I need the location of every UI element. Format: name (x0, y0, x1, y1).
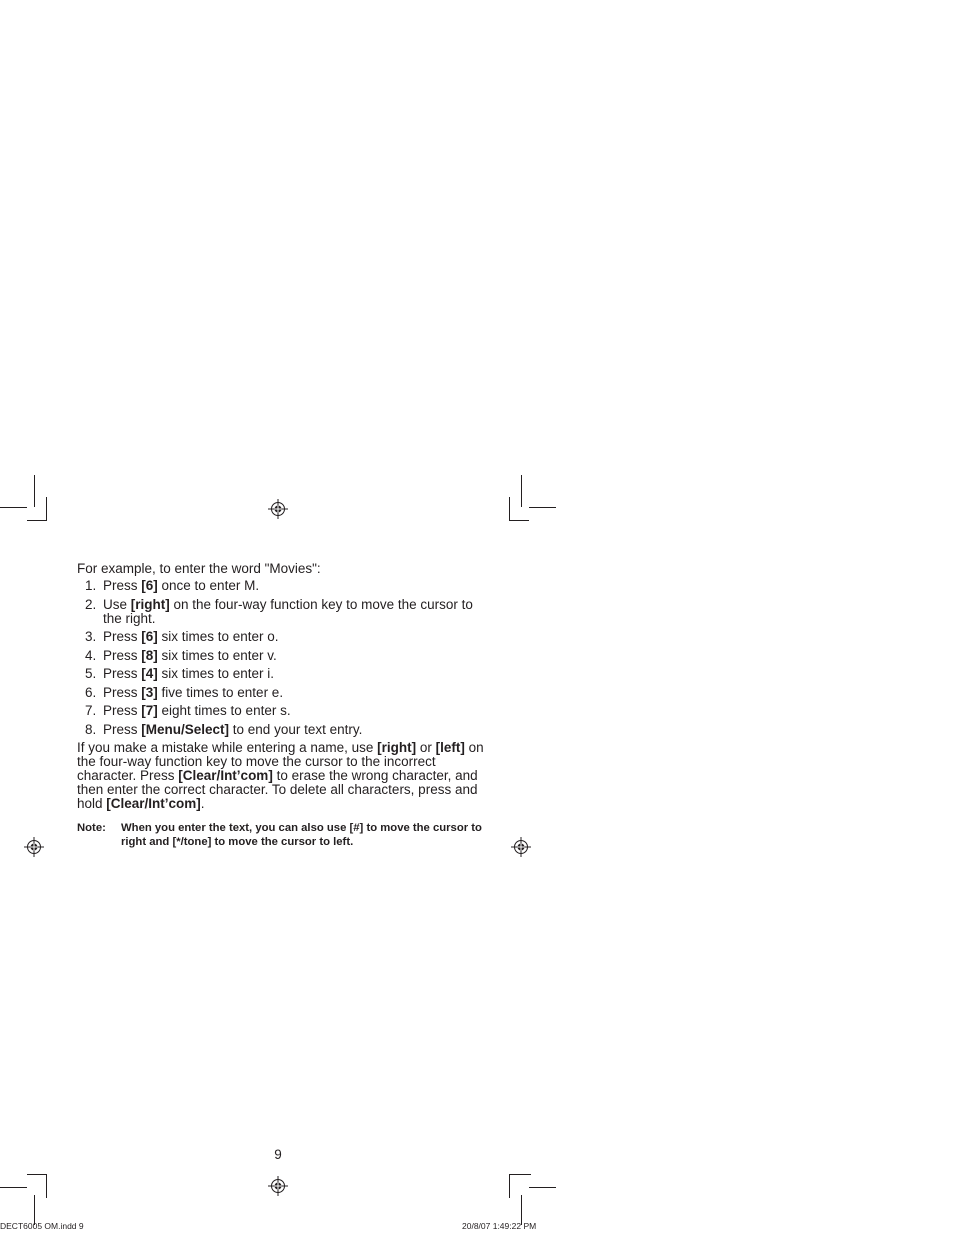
key-label: [6] (141, 578, 158, 593)
step-text: Use (103, 596, 131, 612)
step-number: 3. (85, 629, 97, 644)
crop-mark (0, 1187, 27, 1188)
list-item (77, 723, 487, 737)
step-number: 4. (85, 647, 97, 663)
step-text: eight times to enter s. (157, 703, 291, 718)
registration-mark-icon (24, 837, 44, 857)
step-number: 7. (85, 703, 97, 718)
crop-mark (27, 520, 47, 521)
crop-mark (529, 1187, 556, 1188)
registration-mark-icon (268, 1176, 288, 1196)
step-number: 1. (85, 578, 97, 593)
step-text: once to enter M. (157, 578, 260, 593)
paragraph-text: to erase the wrong character, and then enter the correct character. To delete all characters, press and hold (77, 768, 478, 811)
note-block (77, 821, 487, 849)
crop-mark (0, 507, 27, 508)
step-text: Press (103, 578, 142, 593)
key-label: [Clear/Int’com] (178, 768, 273, 783)
list-item (77, 667, 487, 681)
page-number: 9 (274, 1147, 282, 1162)
paragraph-text: on the four-way function key to move the cursor to the incorrect character. Press (77, 740, 484, 783)
paragraph-text: . (200, 796, 205, 811)
list-item (77, 649, 487, 663)
crop-mark (46, 497, 47, 521)
list-item (77, 630, 487, 644)
registration-mark-icon (268, 499, 288, 519)
steps-list (77, 579, 487, 741)
step-number: 5. (85, 666, 97, 681)
step-text: on the four-way function key to move the cursor to the right. (103, 596, 473, 626)
list-item (77, 579, 487, 593)
key-label: [right] (377, 740, 417, 755)
crop-mark (509, 520, 529, 521)
key-label: [Menu/Select] (141, 721, 230, 737)
step-text: Press (103, 647, 142, 663)
step-text: Press (103, 666, 142, 681)
crop-mark (34, 475, 35, 507)
intro-text: For example, to enter the word "Movies": (77, 561, 321, 576)
registration-mark-icon (511, 837, 531, 857)
step-text: six times to enter i. (157, 666, 275, 681)
paragraph-text: If you make a mistake while entering a name, use (77, 740, 378, 755)
crop-mark (509, 497, 510, 521)
crop-mark (521, 475, 522, 507)
crop-mark (529, 507, 556, 508)
step-number: 8. (85, 721, 97, 737)
step-text: Press (103, 684, 142, 700)
key-label: [left] (435, 740, 465, 755)
key-label: [8] (141, 647, 158, 663)
step-text: to end your text entry. (229, 721, 363, 737)
step-text: Press (103, 703, 142, 718)
crop-mark (46, 1174, 47, 1198)
key-label: [7] (141, 703, 158, 718)
key-label: [Clear/Int’com] (106, 796, 201, 811)
key-label: [4] (141, 666, 158, 681)
step-text: Press (103, 629, 142, 644)
list-item (77, 598, 487, 626)
crop-mark (509, 1174, 531, 1175)
mistake-paragraph (77, 741, 487, 811)
key-label: [3] (141, 684, 158, 700)
paragraph-text: or (416, 740, 436, 755)
key-label: [right] (130, 596, 170, 612)
list-item (77, 686, 487, 700)
slug-filename: DECT6005 OM.indd 9 (0, 1221, 84, 1231)
step-text: five times to enter e. (157, 684, 284, 700)
step-number: 2. (85, 596, 97, 612)
step-text: Press (103, 721, 142, 737)
step-text: six times to enter o. (157, 629, 279, 644)
step-text: six times to enter v. (157, 647, 277, 663)
note-text: When you enter the text, you can also use [#] to move the cursor to right and [*/tone] to move the cursor to left. (121, 822, 482, 848)
note-label: Note: (77, 822, 106, 834)
slug-timestamp: 20/8/07 1:49:22 PM (462, 1221, 537, 1231)
key-label: [6] (141, 629, 158, 644)
step-number: 6. (85, 684, 97, 700)
list-item (77, 704, 487, 718)
crop-mark (509, 1174, 510, 1198)
crop-mark (27, 1174, 47, 1175)
